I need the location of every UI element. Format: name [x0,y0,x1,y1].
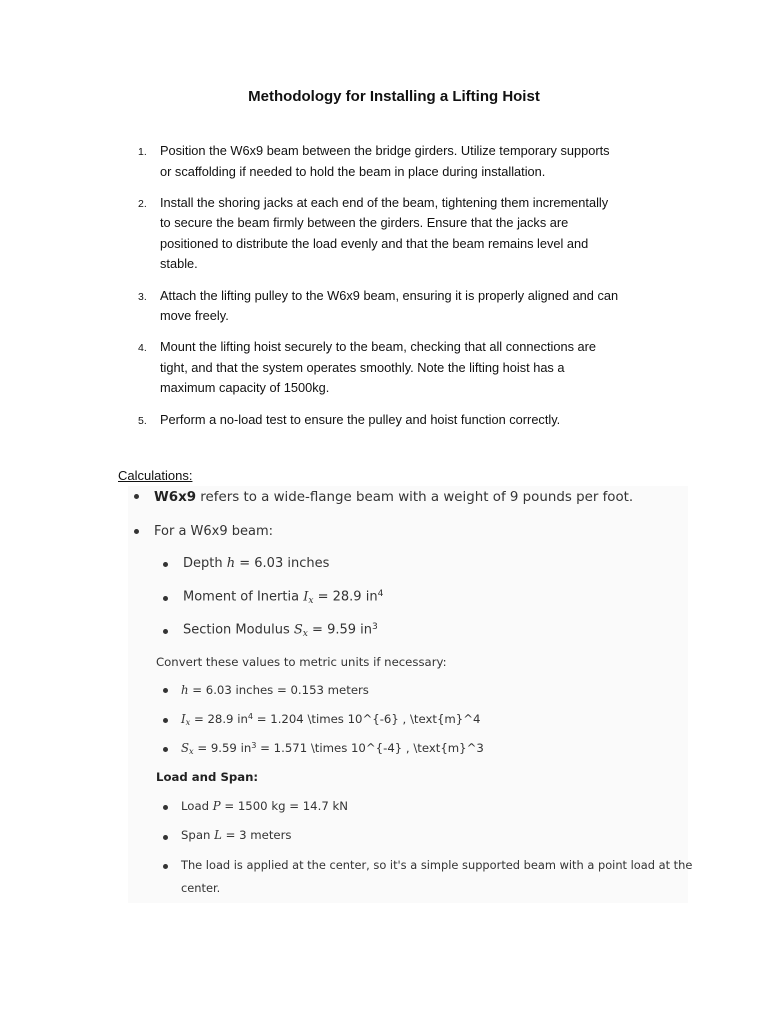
load-symbol: P [212,799,221,813]
calc-row [181,683,369,697]
bullet-icon [163,747,168,752]
bullet-icon [163,835,168,840]
step-line: Attach the lifting pulley to the W6x9 beam, ensuring it is properly aligned and can [160,287,619,303]
step-line: or scaffolding if needed to hold the beam in place during installation. [160,163,546,179]
inertia-value: = 28.9 in [313,589,378,605]
modulus-label: Section Modulus [183,622,294,638]
depth-symbol: h [226,556,236,571]
step-number: 1. [138,146,147,158]
load-label: Load [181,799,213,813]
step-line: to secure the beam firmly between the girders. Ensure that the jacks are [160,215,569,231]
calc-row [181,740,484,756]
calculations-heading: Calculations: [118,468,193,483]
bullet-icon [134,494,139,499]
metric-h-symbol: h [181,683,189,697]
metric-i-exponent: 4 [247,711,254,721]
step-line: Perform a no-load test to ensure the pulley and hoist function correctly. [160,411,561,427]
calc-row [154,490,633,505]
convert-text: Convert these values to metric units if necessary: [156,655,447,669]
load-span-heading: Load and Span: [156,770,259,784]
metric-s-subscript: x [189,746,194,757]
span-symbol: L [214,828,222,842]
calc-row [183,556,329,571]
methodology-steps [138,141,658,441]
calc-row [181,799,348,813]
bullet-icon [163,596,168,601]
span-label: Span [181,828,215,842]
metric-s-value: = 9.59 in [193,741,252,756]
step-number: 2. [138,197,147,210]
inertia-exponent: 4 [377,589,384,599]
center-load-line: center. [181,881,221,895]
bullet-icon [134,529,139,534]
modulus-symbol: S [293,622,303,638]
bullet-icon [163,629,168,634]
w6x9-term: W6x9 [154,490,197,505]
step-line: maximum capacity of 1500kg. [160,380,330,396]
span-value: = 3 meters [221,828,292,842]
bullet-icon [163,864,168,869]
page-title: Methodology for Installing a Lifting Hoist [248,88,540,105]
step-item [138,337,658,399]
metric-i-symbol: I [181,712,186,727]
metric-s-symbol: S [181,741,190,756]
inertia-subscript: x [308,595,314,606]
load-value: = 1500 kg = 14.7 kN [220,799,348,813]
modulus-exponent: 3 [372,622,378,632]
step-number: 5. [138,414,147,427]
bullet-icon [163,562,168,567]
modulus-value: = 9.59 in [307,622,372,638]
step-line: Mount the lifting hoist securely to the beam, checking that all connections are [160,339,597,355]
step-line: Install the shoring jacks at each end of the beam, tightening them incrementally [160,194,609,210]
step-item [138,141,658,182]
metric-i-subscript: x [185,717,191,728]
metric-i-conversion: = 1.204 \times 10^{-6} , \text{m}^4 [253,712,481,727]
depth-label: Depth [183,556,227,571]
calc-row [181,828,292,842]
step-number: 4. [138,342,147,355]
bullet-icon [163,688,168,693]
step-number: 3. [138,290,147,303]
step-line: move freely. [160,308,229,324]
calc-row [183,622,378,639]
bullet-icon [163,718,168,723]
calculations-screenshot [128,486,693,903]
calc-row: For a W6x9 beam: [154,524,274,539]
step-item [138,410,658,431]
step-line: stable. [160,256,198,272]
calc-row [181,711,480,727]
w6x9-desc: refers to a wide-flange beam with a weight of 9 pounds per foot. [196,490,634,505]
calc-row [183,589,383,606]
depth-value: = 6.03 inches [235,556,330,571]
step-line: positioned to distribute the load evenly and that the beam remains level and [160,235,589,251]
step-line: Position the W6x9 beam between the bridge girders. Utilize temporary supports [160,143,610,158]
inertia-symbol: I [303,589,309,605]
inertia-label: Moment of Inertia [183,589,304,605]
metric-i-value: = 28.9 in [190,712,248,727]
center-load-line: The load is applied at the center, so it's a simple supported beam with a point load at the [181,858,693,872]
step-item [138,193,658,275]
bullet-icon [163,805,168,810]
step-item [138,286,658,327]
step-line: tight, and that the system operates smoothly. Note the lifting hoist has a [160,359,565,375]
metric-s-conversion: = 1.571 \times 10^{-4} , \text{m}^3 [256,741,484,756]
metric-h-value: = 6.03 inches = 0.153 meters [188,683,369,697]
modulus-subscript: x [302,628,308,639]
metric-s-exponent: 3 [251,740,257,750]
